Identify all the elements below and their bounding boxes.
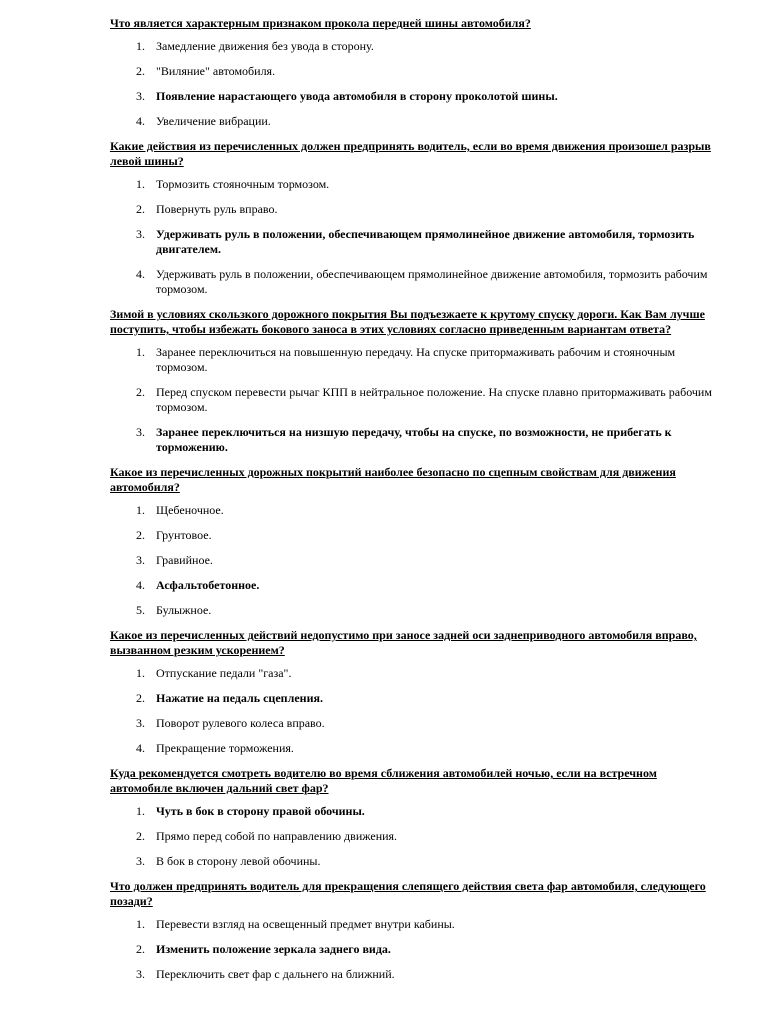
answer-text: Отпускание педали "газа". [156, 666, 292, 680]
answer-number: 2. [136, 942, 145, 956]
answer-item [110, 345, 712, 375]
answer-text: Заранее переключиться на повышенную передачу. На спуске притормаживать рабочим и стояночным тормозом. [156, 345, 676, 374]
answer-item [110, 666, 712, 681]
answer-item [110, 716, 712, 731]
question-text: Что является характерным признаком прокола передней шины автомобиля? [110, 16, 531, 30]
answer-item [110, 114, 712, 129]
answer-item-correct [110, 691, 712, 706]
answer-item [110, 503, 712, 518]
answer-text: "Виляние" автомобиля. [156, 64, 276, 78]
question-block [110, 628, 712, 756]
question-block [110, 139, 712, 297]
answer-text: Булыжное. [156, 603, 212, 617]
question-text: Какие действия из перечисленных должен предпринять водитель, если во время движения произошел разрыв левой шины? [110, 139, 711, 168]
answer-list [110, 39, 712, 129]
answer-item [110, 202, 712, 217]
answer-number: 1. [136, 177, 145, 191]
answer-text: Гравийное. [156, 553, 213, 567]
question-text: Куда рекомендуется смотреть водителю во время сближения автомобилей ночью, если на встречном автомобиле включен дальний свет фар? [110, 766, 657, 795]
answer-item-correct [110, 578, 712, 593]
answer-text: В бок в сторону левой обочины. [156, 854, 321, 868]
answer-number: 3. [136, 227, 145, 241]
answer-number: 1. [136, 503, 145, 517]
answer-list [110, 666, 712, 756]
answer-item [110, 553, 712, 568]
answer-text: Асфальтобетонное. [156, 578, 260, 592]
answer-text: Грунтовое. [156, 528, 212, 542]
answer-item [110, 267, 712, 297]
answer-text: Переключить свет фар с дальнего на ближний. [156, 967, 395, 981]
answer-text: Прямо перед собой по направлению движения. [156, 829, 398, 843]
answer-number: 4. [136, 578, 145, 592]
answer-number: 3. [136, 89, 145, 103]
answer-text: Прекращение торможения. [156, 741, 294, 755]
answer-number: 3. [136, 854, 145, 868]
answer-list [110, 804, 712, 869]
answer-number: 2. [136, 385, 145, 399]
answer-number: 2. [136, 829, 145, 843]
answer-text: Замедление движения без увода в сторону. [156, 39, 374, 53]
answer-item [110, 603, 712, 618]
answer-text: Повернуть руль вправо. [156, 202, 278, 216]
answer-number: 1. [136, 917, 145, 931]
answer-number: 2. [136, 202, 145, 216]
answer-item [110, 385, 712, 415]
answer-text: Увеличение вибрации. [156, 114, 271, 128]
answer-item-correct [110, 425, 712, 455]
answer-item [110, 741, 712, 756]
question-block [110, 766, 712, 869]
answer-number: 2. [136, 528, 145, 542]
answer-number: 1. [136, 39, 145, 53]
answer-text: Удерживать руль в положении, обеспечивающем прямолинейное движение автомобиля, тормозить рабочим тормозом. [156, 267, 708, 296]
answer-number: 2. [136, 691, 145, 705]
answer-number: 4. [136, 741, 145, 755]
answer-text: Перед спуском перевести рычаг КПП в нейтральное положение. На спуске плавно притормаживать рабочим тормозом. [156, 385, 712, 414]
question-text: Какое из перечисленных дорожных покрытий наиболее безопасно по сцепным свойствам для движения автомобиля? [110, 465, 676, 494]
answer-item-correct [110, 942, 712, 957]
answer-number: 1. [136, 804, 145, 818]
answer-item [110, 64, 712, 79]
question-block [110, 307, 712, 455]
question-block [110, 465, 712, 618]
question-block [110, 16, 712, 129]
answer-number: 4. [136, 267, 145, 281]
answer-number: 3. [136, 553, 145, 567]
answer-number: 2. [136, 64, 145, 78]
answer-item [110, 967, 712, 982]
answer-text: Тормозить стояночным тормозом. [156, 177, 330, 191]
answer-item [110, 854, 712, 869]
answer-text: Чуть в бок в сторону правой обочины. [156, 804, 365, 818]
answer-item [110, 829, 712, 844]
answer-text: Перевести взгляд на освещенный предмет внутри кабины. [156, 917, 455, 931]
answer-number: 1. [136, 345, 145, 359]
answer-list [110, 503, 712, 618]
answer-number: 3. [136, 716, 145, 730]
answer-item [110, 528, 712, 543]
answer-item [110, 177, 712, 192]
answer-number: 4. [136, 114, 145, 128]
answer-list [110, 345, 712, 455]
answer-number: 3. [136, 425, 145, 439]
answer-item-correct [110, 89, 712, 104]
answer-list [110, 177, 712, 297]
answer-text: Изменить положение зеркала заднего вида. [156, 942, 391, 956]
answer-number: 5. [136, 603, 145, 617]
answer-text: Поворот рулевого колеса вправо. [156, 716, 325, 730]
question-block [110, 879, 712, 982]
question-text: Что должен предпринять водитель для прекращения слепящего действия света фар автомобиля, следующего позади? [110, 879, 706, 908]
answer-number: 3. [136, 967, 145, 981]
question-text: Зимой в условиях скользкого дорожного покрытия Вы подъезжаете к крутому спуску дороги. Как Вам лучше поступить, чтобы избежать бокового заноса в этих условиях согласно приведенным вариантам ответа? [110, 307, 705, 336]
answer-list [110, 917, 712, 982]
answer-number: 1. [136, 666, 145, 680]
answer-item-correct [110, 804, 712, 819]
answer-text: Заранее переключиться на низшую передачу, чтобы на спуске, по возможности, не прибегать к торможению. [156, 425, 672, 454]
answer-item [110, 917, 712, 932]
answer-text: Появление нарастающего увода автомобиля в сторону проколотой шины. [156, 89, 558, 103]
answer-item [110, 39, 712, 54]
answer-item-correct [110, 227, 712, 257]
question-text: Какое из перечисленных действий недопустимо при заносе задней оси заднеприводного автомобиля вправо, вызванном резким ускорением? [110, 628, 697, 657]
answer-text: Щебеночное. [156, 503, 224, 517]
answer-text: Нажатие на педаль сцепления. [156, 691, 323, 705]
answer-text: Удерживать руль в положении, обеспечивающем прямолинейное движение автомобиля, тормозить двигателем. [156, 227, 695, 256]
